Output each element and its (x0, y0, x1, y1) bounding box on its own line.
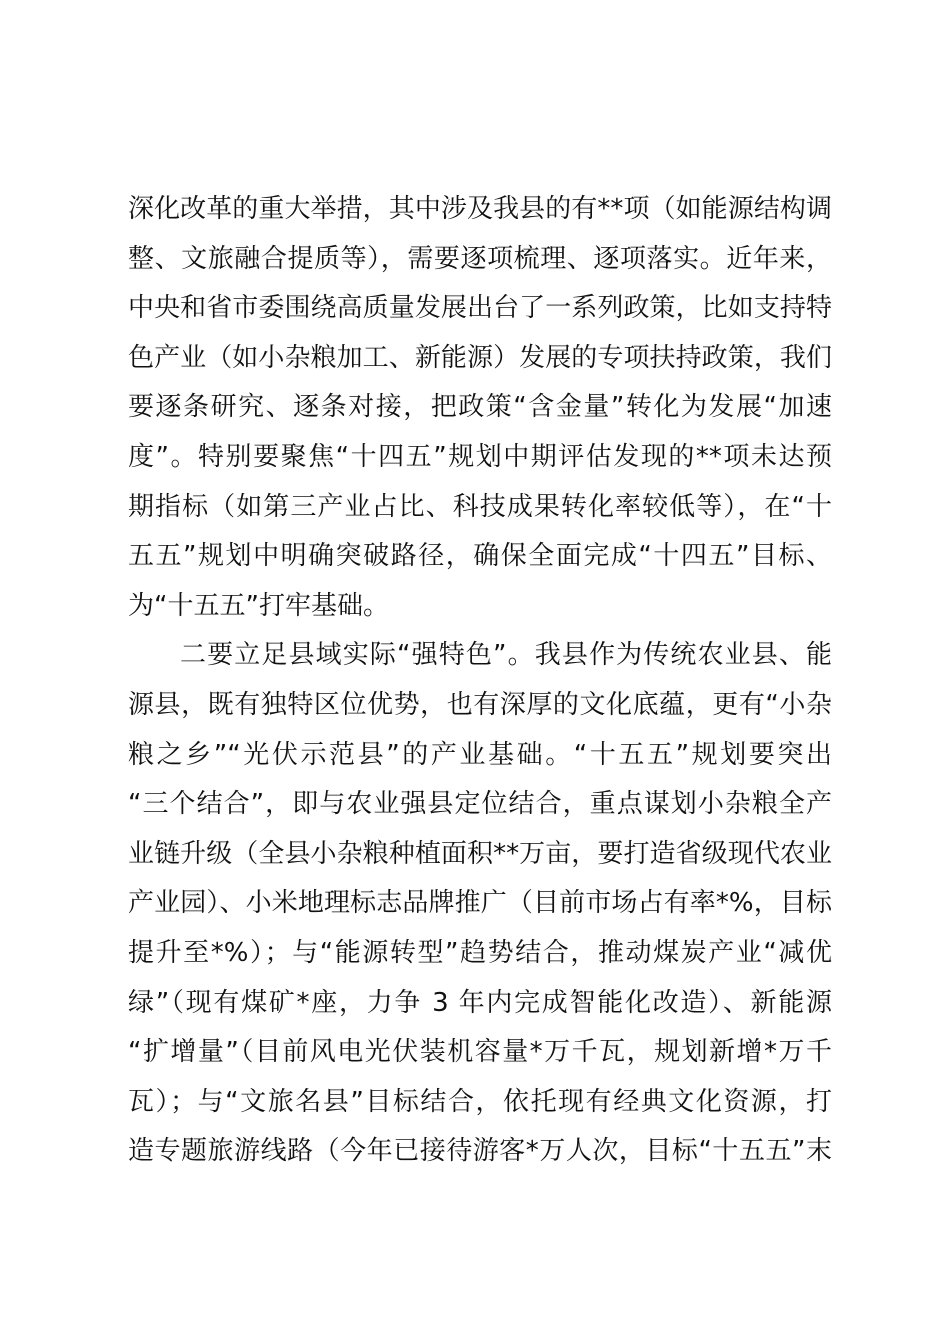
text-line: 期指标（如第三产业占比、科技成果转化率较低等），在“十 (128, 491, 832, 522)
text-line: 产业园）、小米地理标志品牌推广（目前市场占有率*%，目标 (128, 888, 832, 919)
text-line: 中央和省市委围绕高质量发展出台了一系列政策，比如支持特 (128, 293, 832, 324)
text-line: 提升至*%）；与“能源转型”趋势结合，推动煤炭产业“减优 (128, 937, 832, 968)
text-line: “扩增量”（目前风电光伏装机容量*万千瓦，规划新增*万千 (128, 1037, 832, 1068)
text-line: 瓦）；与“文旅名县”目标结合，依托现有经典文化资源，打 (128, 1086, 832, 1117)
text-line: 业链升级（全县小杂粮种植面积**万亩，要打造省级现代农业 (128, 838, 832, 869)
paragraph-first-line: 二要立足县域实际“强特色”。我县作为传统农业县、能 (180, 640, 832, 671)
text-line: 整、文旅融合提质等），需要逐项梳理、逐项落实。近年来， (128, 243, 832, 274)
text-line: 五五”规划中明确突破路径，确保全面完成“十四五”目标、 (128, 541, 832, 572)
body-text (128, 185, 832, 1177)
text-line: 深化改革的重大举措，其中涉及我县的有**项（如能源结构调 (128, 194, 832, 224)
text-line: 色产业（如小杂粮加工、新能源）发展的专项扶持政策，我们 (128, 342, 832, 373)
text-line-paragraph-end: 为“十五五”打牢基础。 (128, 590, 389, 621)
text-line: 度”。特别要聚焦“十四五”规划中期评估发现的**项未达预 (128, 441, 832, 472)
text-line: 造专题旅游线路（今年已接待游客*万人次，目标“十五五”末 (128, 1136, 832, 1167)
text-line: 绿”（现有煤矿*座，力争 3 年内完成智能化改造）、新能源 (128, 987, 832, 1018)
text-line: 粮之乡”“光伏示范县”的产业基础。“十五五”规划要突出 (128, 739, 832, 770)
text-line: 源县，既有独特区位优势，也有深厚的文化底蕴，更有“小杂 (128, 689, 832, 720)
text-line: “三个结合”，即与农业强县定位结合，重点谋划小杂粮全产 (128, 789, 832, 820)
text-line: 要逐条研究、逐条对接，把政策“含金量”转化为发展“加速 (128, 392, 832, 423)
